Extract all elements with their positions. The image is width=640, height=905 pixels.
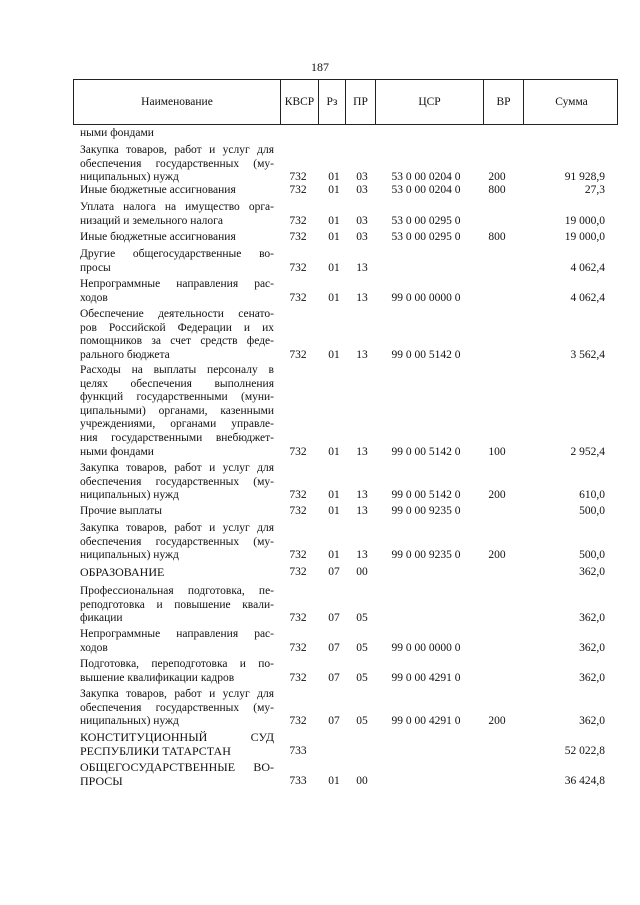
row-sum: 19 000,0 xyxy=(564,231,605,243)
row-kvsr: 732 xyxy=(289,214,307,227)
row-rz: 07 xyxy=(328,612,340,625)
row-rz: 07 xyxy=(328,715,340,728)
row-csr: 99 0 00 0000 0 xyxy=(391,641,461,654)
row-sum: 36 424,8 xyxy=(564,774,605,787)
row-name-line: Закупка товаров, работ и услуг для xyxy=(80,144,274,156)
row-name-line: ходов xyxy=(80,641,108,654)
row-name-line: ния государственными внебюджет- xyxy=(80,431,274,444)
row-pr: 13 xyxy=(356,348,368,361)
row-rz: 07 xyxy=(328,671,340,684)
row-name xyxy=(80,505,274,519)
row-csr: 99 0 00 5142 0 xyxy=(391,348,461,361)
row-vr: 200 xyxy=(488,549,506,562)
row-name-line: обеспечения государственных (му- xyxy=(80,701,274,714)
row-name-line: Непрограммные направления рас- xyxy=(80,628,274,640)
row-name xyxy=(80,462,274,503)
row-name-line: Уплата налога на имущество орга- xyxy=(80,201,274,213)
row-kvsr: 733 xyxy=(289,774,307,787)
row-name-line: ходов xyxy=(80,291,108,304)
row-kvsr: 732 xyxy=(289,715,307,728)
header-kvsr: КВСР xyxy=(280,80,318,124)
row-rz: 01 xyxy=(328,291,340,304)
row-vr: 800 xyxy=(488,231,506,243)
row-name-line: ципальными) органами, казенными xyxy=(80,404,274,417)
row-pr: 03 xyxy=(356,184,368,196)
row-rz: 01 xyxy=(328,184,340,196)
row-name xyxy=(80,201,274,228)
row-name-line: Другие общегосударственные во- xyxy=(80,248,274,260)
row-sum: 52 022,8 xyxy=(564,744,605,757)
row-kvsr: 732 xyxy=(289,549,307,562)
row-csr: 53 0 00 0295 0 xyxy=(391,214,461,227)
row-pr: 05 xyxy=(356,641,368,654)
row-sum: 500,0 xyxy=(579,549,605,562)
row-sum: 362,0 xyxy=(579,715,605,728)
row-sum: 362,0 xyxy=(579,612,605,625)
row-pr: 03 xyxy=(356,214,368,227)
row-kvsr: 732 xyxy=(289,348,307,361)
row-name xyxy=(80,248,274,275)
row-sum: 27,3 xyxy=(584,184,605,196)
row-csr: 99 0 00 5142 0 xyxy=(391,445,461,458)
row-name-line: ОБРАЗОВАНИЕ xyxy=(80,565,165,579)
header-pr: ПР xyxy=(345,80,375,124)
row-name xyxy=(80,628,274,655)
row-name-line: Иные бюджетные ассигнования xyxy=(80,184,236,196)
row-name-line: фикации xyxy=(80,612,123,625)
row-pr: 00 xyxy=(356,566,368,578)
row-name-line: обеспечения государственных (му- xyxy=(80,535,274,548)
row-sum: 362,0 xyxy=(579,641,605,654)
row-vr: 100 xyxy=(488,445,506,458)
row-sum: 3 562,4 xyxy=(570,348,605,361)
row-sum: 362,0 xyxy=(579,566,605,578)
row-pr: 00 xyxy=(356,774,368,787)
row-sum: 610,0 xyxy=(579,489,605,502)
row-sum: 91 928,9 xyxy=(564,171,605,184)
row-pr: 03 xyxy=(356,171,368,184)
row-name-line: Закупка товаров, работ и услуг для xyxy=(80,462,274,474)
row-name-line: КОНСТИТУЦИОННЫЙ СУД xyxy=(80,730,274,744)
header-csr: ЦСР xyxy=(375,80,483,124)
row-name-line: помощников за счет средств феде- xyxy=(80,335,274,348)
row-kvsr: 732 xyxy=(289,566,307,578)
row-name-line: рального бюджета xyxy=(80,348,170,361)
row-sum: 19 000,0 xyxy=(564,214,605,227)
row-name-line: ными фондами xyxy=(80,445,154,458)
row-sum: 362,0 xyxy=(579,671,605,684)
row-name-line: ров Российской Федерации и их xyxy=(80,321,274,334)
row-pr: 13 xyxy=(356,549,368,562)
row-kvsr: 733 xyxy=(289,744,307,757)
header-rz: Рз xyxy=(318,80,345,124)
row-name xyxy=(80,364,274,459)
row-name-line: Непрограммные направления рас- xyxy=(80,278,274,290)
table-header xyxy=(73,79,618,125)
row-name xyxy=(80,231,274,245)
row-name xyxy=(80,127,274,141)
row-rz: 01 xyxy=(328,549,340,562)
row-rz: 07 xyxy=(328,641,340,654)
row-pr: 03 xyxy=(356,231,368,243)
row-kvsr: 732 xyxy=(289,171,307,184)
row-pr: 13 xyxy=(356,445,368,458)
row-sum: 2 952,4 xyxy=(570,445,605,458)
row-name-line: Иные бюджетные ассигнования xyxy=(80,231,236,243)
row-csr: 99 0 00 0000 0 xyxy=(391,291,461,304)
row-name xyxy=(80,688,274,729)
row-name-line: низаций и земельного налога xyxy=(80,214,223,227)
row-name-line: ниципальных) нужд xyxy=(80,715,179,728)
row-name-line: Обеспечение деятельности сенато- xyxy=(80,308,274,320)
row-kvsr: 732 xyxy=(289,445,307,458)
row-rz: 01 xyxy=(328,774,340,787)
row-name-line: просы xyxy=(80,261,111,274)
row-pr: 13 xyxy=(356,261,368,274)
row-name-line: ОБЩЕГОСУДАРСТВЕННЫЕ ВО- xyxy=(80,760,274,774)
row-sum: 4 062,4 xyxy=(570,261,605,274)
row-csr: 53 0 00 0295 0 xyxy=(391,231,461,243)
row-csr: 99 0 00 9235 0 xyxy=(391,505,461,517)
row-rz: 01 xyxy=(328,489,340,502)
row-name-line: целях обеспечения выполнения xyxy=(80,377,274,390)
row-name-line: Закупка товаров, работ и услуг для xyxy=(80,522,274,534)
row-name-line: реподготовка и повышение квали- xyxy=(80,598,274,611)
row-rz: 01 xyxy=(328,171,340,184)
row-rz: 01 xyxy=(328,261,340,274)
row-pr: 05 xyxy=(356,671,368,684)
row-vr: 200 xyxy=(488,715,506,728)
row-rz: 01 xyxy=(328,505,340,517)
row-rz: 01 xyxy=(328,214,340,227)
row-sum: 4 062,4 xyxy=(570,291,605,304)
row-csr: 99 0 00 4291 0 xyxy=(391,715,461,728)
row-rz: 01 xyxy=(328,445,340,458)
row-kvsr: 732 xyxy=(289,261,307,274)
row-kvsr: 732 xyxy=(289,671,307,684)
row-rz: 01 xyxy=(328,348,340,361)
row-name-line: Профессиональная подготовка, пе- xyxy=(80,585,274,597)
row-name xyxy=(80,184,274,198)
row-rz: 07 xyxy=(328,566,340,578)
row-name-line: Расходы на выплаты персоналу в xyxy=(80,364,274,376)
row-name xyxy=(80,566,274,580)
row-name-line: ными фондами xyxy=(80,127,154,139)
row-name-line: обеспечения государственных (му- xyxy=(80,475,274,488)
row-name xyxy=(80,522,274,563)
row-pr: 05 xyxy=(356,715,368,728)
header-vr: ВР xyxy=(483,80,523,124)
row-kvsr: 732 xyxy=(289,612,307,625)
row-name-line: РЕСПУБЛИКИ ТАТАРСТАН xyxy=(80,743,231,758)
row-kvsr: 732 xyxy=(289,641,307,654)
header-sum: Сумма xyxy=(523,80,619,124)
row-vr: 800 xyxy=(488,184,506,196)
row-name xyxy=(80,658,274,685)
row-rz: 01 xyxy=(328,231,340,243)
row-name xyxy=(80,731,274,758)
row-name-line: учреждениями, органами управле- xyxy=(80,418,274,431)
row-sum: 500,0 xyxy=(579,505,605,517)
row-vr: 200 xyxy=(488,489,506,502)
row-name-line: обеспечения государственных (му- xyxy=(80,157,274,170)
row-name-line: вышение квалификации кадров xyxy=(80,671,235,684)
row-name xyxy=(80,761,274,788)
header-name: Наименование xyxy=(141,96,213,108)
row-name xyxy=(80,308,274,362)
row-csr: 99 0 00 4291 0 xyxy=(391,671,461,684)
row-name-line: Прочие выплаты xyxy=(80,505,163,517)
row-pr: 13 xyxy=(356,489,368,502)
row-kvsr: 732 xyxy=(289,489,307,502)
row-name xyxy=(80,585,274,626)
row-name-line: ниципальных) нужд xyxy=(80,171,179,184)
row-vr: 200 xyxy=(488,171,506,184)
row-csr: 53 0 00 0204 0 xyxy=(391,171,461,184)
row-csr: 99 0 00 5142 0 xyxy=(391,489,461,502)
row-kvsr: 732 xyxy=(289,184,307,196)
row-pr: 13 xyxy=(356,291,368,304)
page-number: 187 xyxy=(311,60,329,74)
row-name-line: ниципальных) нужд xyxy=(80,489,179,502)
row-name-line: Подготовка, переподготовка и по- xyxy=(80,658,274,670)
row-csr: 99 0 00 9235 0 xyxy=(391,549,461,562)
row-name xyxy=(80,144,274,185)
row-name-line: ПРОСЫ xyxy=(80,773,123,788)
row-kvsr: 732 xyxy=(289,505,307,517)
row-name xyxy=(80,278,274,305)
row-name-line: функций государственными (муни- xyxy=(80,391,274,404)
row-pr: 05 xyxy=(356,612,368,625)
row-csr: 53 0 00 0204 0 xyxy=(391,184,461,196)
row-name-line: Закупка товаров, работ и услуг для xyxy=(80,688,274,700)
row-kvsr: 732 xyxy=(289,231,307,243)
row-name-line: ниципальных) нужд xyxy=(80,549,179,562)
row-pr: 13 xyxy=(356,505,368,517)
row-kvsr: 732 xyxy=(289,291,307,304)
